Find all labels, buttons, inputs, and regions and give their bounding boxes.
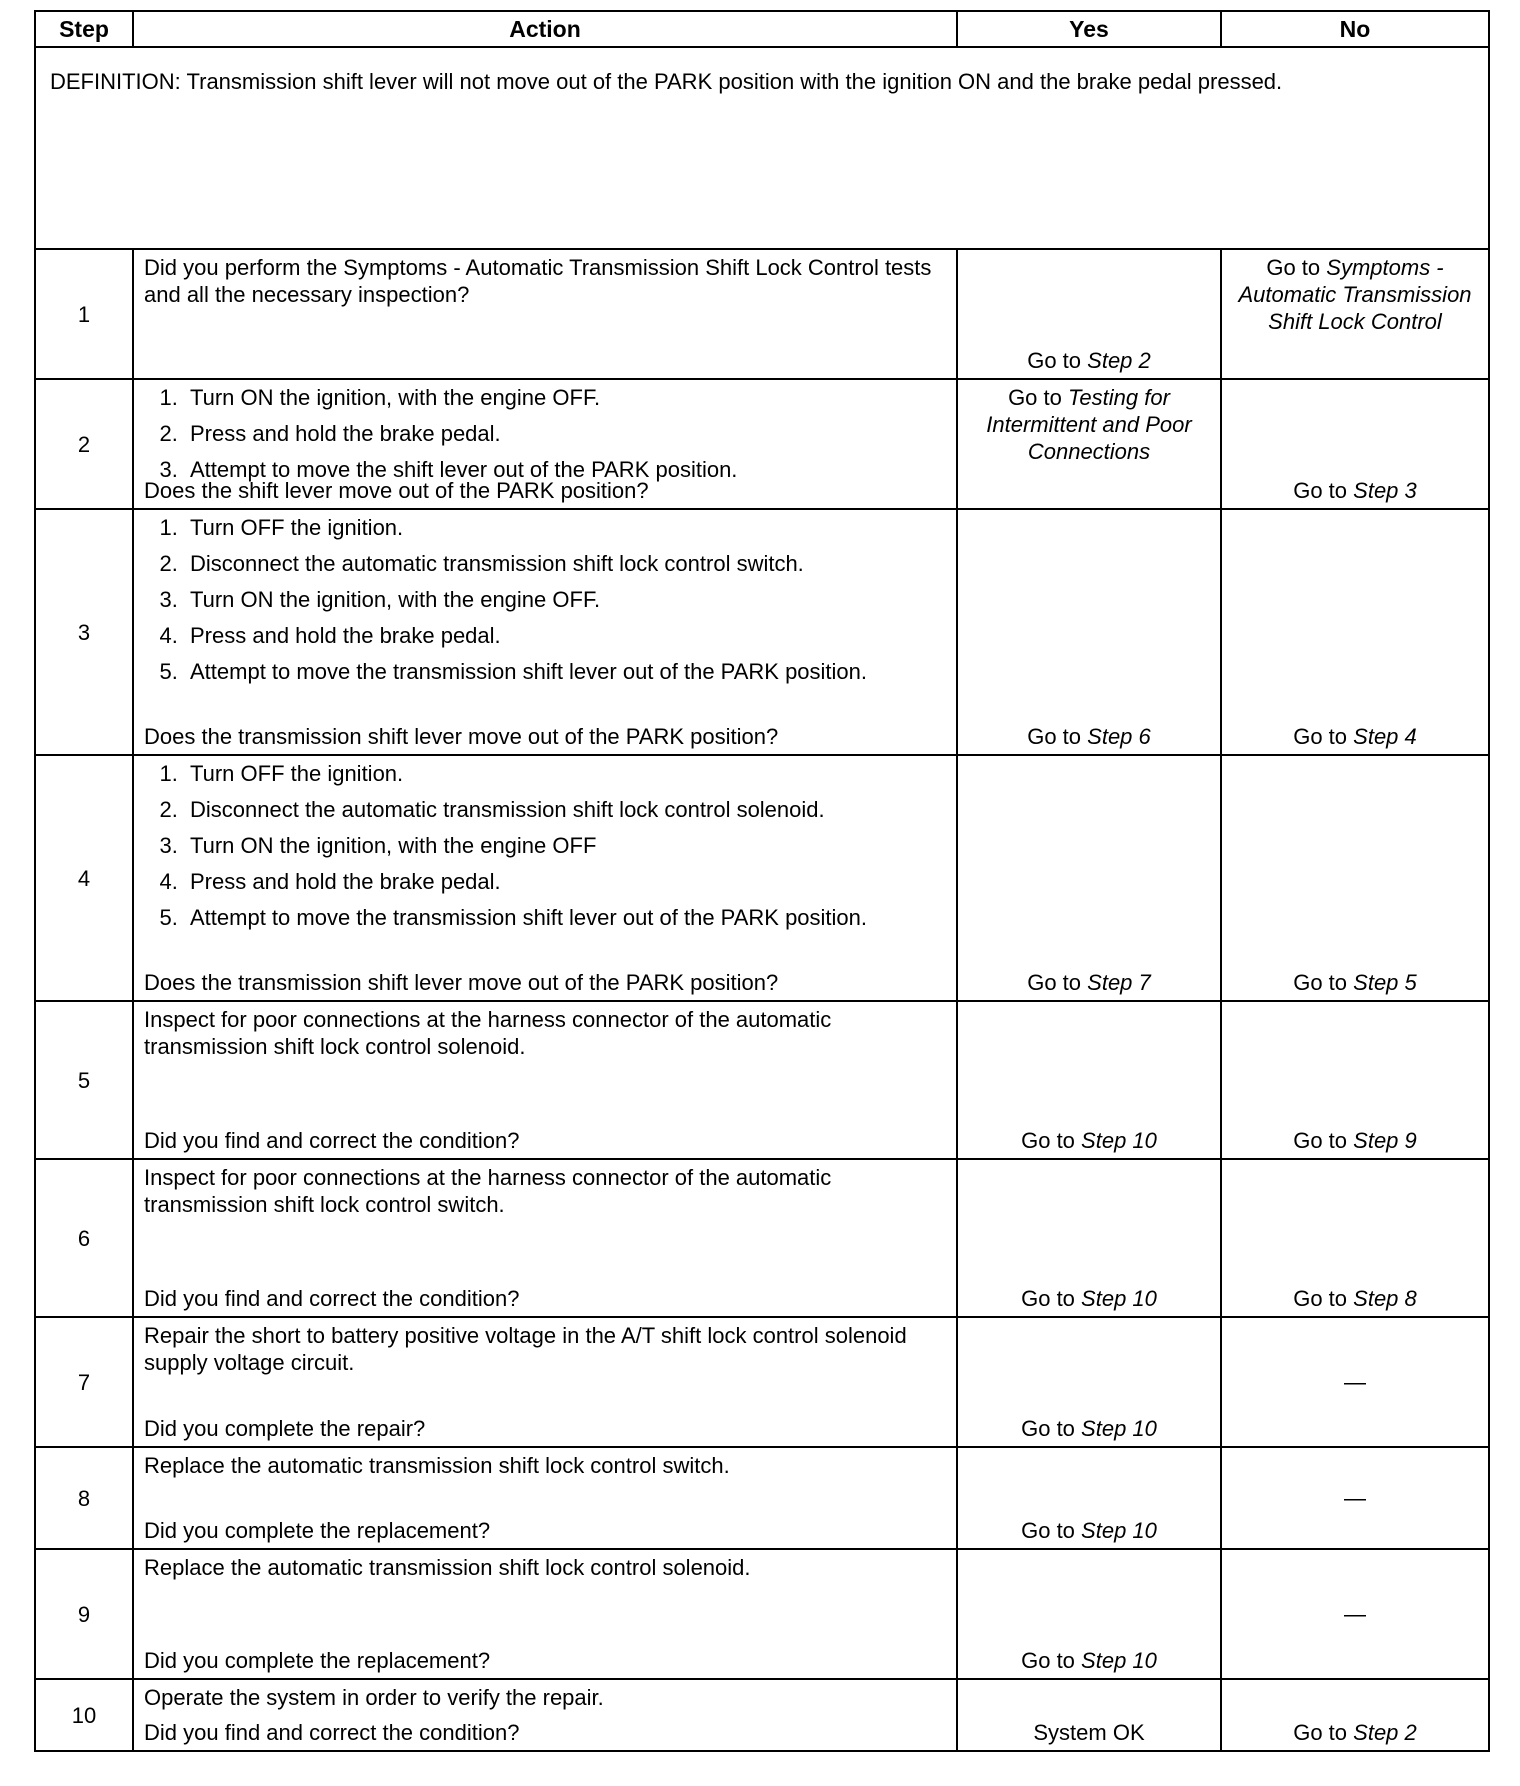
definition-text: DEFINITION: Transmission shift lever will not move out of the PARK position with the ignition ON and the brake pedal pressed. — [35, 47, 1489, 249]
yes-link[interactable]: Step 10 — [1081, 1286, 1157, 1311]
yes-link[interactable]: Step 2 — [1087, 348, 1151, 373]
table-row — [35, 1447, 1489, 1549]
table-row — [35, 1679, 1489, 1751]
no-link[interactable]: Step 4 — [1353, 724, 1417, 749]
yes-cell — [957, 509, 1221, 755]
action-list — [144, 384, 946, 483]
no-cell — [1221, 1159, 1489, 1317]
action-item: 2. Disconnect the automatic transmission shift lock control switch. — [184, 550, 946, 577]
step-number: 4 — [35, 755, 133, 1001]
action-cell — [133, 1001, 957, 1159]
action-text: Replace the automatic transmission shift lock control solenoid. — [144, 1555, 751, 1580]
action-item: 3. Attempt to move the shift lever out of the PARK position. — [184, 456, 946, 483]
yes-result: Go to Step 10 — [1021, 1416, 1157, 1441]
action-item: 3. Turn ON the ignition, with the engine OFF — [184, 832, 946, 859]
table-row — [35, 1001, 1489, 1159]
yes-cell — [957, 1447, 1221, 1549]
no-result: — — [1344, 1485, 1366, 1511]
action-question: Did you complete the repair? — [144, 1416, 426, 1441]
action-question: Did you find and correct the condition? — [144, 1720, 520, 1745]
action-item: 4. Press and hold the brake pedal. — [184, 868, 946, 895]
yes-result: Go to Step 10 — [1021, 1518, 1157, 1543]
table-row — [35, 379, 1489, 509]
no-cell — [1221, 379, 1489, 509]
no-link[interactable]: Step 8 — [1353, 1286, 1417, 1311]
action-cell — [133, 1679, 957, 1751]
action-cell — [133, 379, 957, 509]
yes-link[interactable]: Step 7 — [1087, 970, 1151, 995]
yes-result: Go to Step 10 — [1021, 1128, 1157, 1153]
no-result: Go to Step 3 — [1293, 478, 1417, 503]
no-cell — [1221, 249, 1489, 379]
step-number: 8 — [35, 1447, 133, 1549]
yes-link[interactable]: Testing for Intermittent and Poor Connections — [986, 385, 1192, 464]
yes-cell — [957, 379, 1221, 509]
step-number: 6 — [35, 1159, 133, 1317]
no-result: Go to Step 9 — [1293, 1128, 1417, 1153]
header-action: Action — [133, 11, 957, 47]
action-item: 5. Attempt to move the transmission shift lever out of the PARK position. — [184, 904, 946, 931]
action-text: Repair the short to battery positive voltage in the A/T shift lock control solenoid supply voltage circuit. — [144, 1323, 907, 1375]
no-result: Go to Symptoms - Automatic Transmission Shift Lock Control — [1238, 255, 1472, 334]
table-row — [35, 1549, 1489, 1679]
step-number: 5 — [35, 1001, 133, 1159]
no-link[interactable]: Step 3 — [1353, 478, 1417, 503]
no-result: — — [1344, 1369, 1366, 1395]
yes-result: Go to Step 6 — [1027, 724, 1151, 749]
step-number: 2 — [35, 379, 133, 509]
action-text: Operate the system in order to verify the repair. — [144, 1685, 604, 1710]
yes-cell — [957, 1679, 1221, 1751]
action-item: 1. Turn OFF the ignition. — [184, 760, 946, 787]
action-item: 2. Disconnect the automatic transmission shift lock control solenoid. — [184, 796, 946, 823]
yes-result: Go to Testing for Intermittent and Poor Connections — [986, 385, 1192, 464]
no-cell — [1221, 1447, 1489, 1549]
yes-cell — [957, 1001, 1221, 1159]
action-question: Does the transmission shift lever move out of the PARK position? — [144, 724, 779, 749]
definition-row — [35, 47, 1489, 249]
yes-link[interactable]: Step 10 — [1081, 1128, 1157, 1153]
step-number: 1 — [35, 249, 133, 379]
no-result: Go to Step 5 — [1293, 970, 1417, 995]
step-number: 10 — [35, 1679, 133, 1751]
no-link[interactable]: Step 2 — [1353, 1720, 1417, 1745]
table-row — [35, 249, 1489, 379]
action-cell — [133, 1317, 957, 1447]
yes-cell — [957, 1317, 1221, 1447]
yes-link[interactable]: Step 10 — [1081, 1518, 1157, 1543]
no-link[interactable]: Symptoms - Automatic Transmission Shift Lock Control — [1238, 255, 1472, 334]
no-cell — [1221, 1317, 1489, 1447]
action-item: 1. Turn OFF the ignition. — [184, 514, 946, 541]
action-list — [144, 760, 946, 931]
action-question: Does the shift lever move out of the PARK position? — [144, 478, 649, 503]
header-yes: Yes — [957, 11, 1221, 47]
no-cell — [1221, 755, 1489, 1001]
yes-result: Go to Step 10 — [1021, 1648, 1157, 1673]
no-link[interactable]: Step 5 — [1353, 970, 1417, 995]
action-question: Does the transmission shift lever move out of the PARK position? — [144, 970, 779, 995]
action-text: Replace the automatic transmission shift lock control switch. — [144, 1453, 730, 1478]
action-text: Inspect for poor connections at the harness connector of the automatic transmission shift lock control solenoid. — [144, 1007, 832, 1059]
yes-result: Go to Step 10 — [1021, 1286, 1157, 1311]
action-item: 1. Turn ON the ignition, with the engine OFF. — [184, 384, 946, 411]
no-result: Go to Step 8 — [1293, 1286, 1417, 1311]
diagnostic-table — [34, 10, 1490, 1752]
yes-cell — [957, 249, 1221, 379]
action-cell — [133, 755, 957, 1001]
no-result: Go to Step 4 — [1293, 724, 1417, 749]
step-number: 3 — [35, 509, 133, 755]
yes-result: Go to Step 7 — [1027, 970, 1151, 995]
yes-cell — [957, 755, 1221, 1001]
action-question: Did you find and correct the condition? — [144, 1128, 520, 1153]
no-result: — — [1344, 1601, 1366, 1627]
yes-link[interactable]: Step 10 — [1081, 1416, 1157, 1441]
no-cell — [1221, 1001, 1489, 1159]
yes-link[interactable]: Step 6 — [1087, 724, 1151, 749]
action-item: 5. Attempt to move the transmission shift lever out of the PARK position. — [184, 658, 946, 685]
action-item: 4. Press and hold the brake pedal. — [184, 622, 946, 649]
action-cell — [133, 1549, 957, 1679]
header-row — [35, 11, 1489, 47]
no-result: Go to Step 2 — [1293, 1720, 1417, 1745]
yes-cell — [957, 1549, 1221, 1679]
yes-result: Go to Step 2 — [1027, 348, 1151, 373]
step-number: 7 — [35, 1317, 133, 1447]
no-cell — [1221, 1549, 1489, 1679]
table-row — [35, 1317, 1489, 1447]
action-item: 2. Press and hold the brake pedal. — [184, 420, 946, 447]
header-step: Step — [35, 11, 133, 47]
no-cell — [1221, 1679, 1489, 1751]
yes-result: System OK — [1033, 1720, 1145, 1745]
action-text: Inspect for poor connections at the harness connector of the automatic transmission shift lock control switch. — [144, 1165, 832, 1217]
table-row — [35, 509, 1489, 755]
action-cell — [133, 249, 957, 379]
action-cell — [133, 509, 957, 755]
no-cell — [1221, 509, 1489, 755]
header-no: No — [1221, 11, 1489, 47]
action-item: 3. Turn ON the ignition, with the engine OFF. — [184, 586, 946, 613]
action-question: Did you complete the replacement? — [144, 1518, 491, 1543]
yes-link[interactable]: Step 10 — [1081, 1648, 1157, 1673]
yes-cell — [957, 1159, 1221, 1317]
action-text: Did you perform the Symptoms - Automatic Transmission Shift Lock Control tests and all the necessary inspection? — [144, 255, 932, 307]
action-cell — [133, 1447, 957, 1549]
no-link[interactable]: Step 9 — [1353, 1128, 1417, 1153]
action-question: Did you find and correct the condition? — [144, 1286, 520, 1311]
step-number: 9 — [35, 1549, 133, 1679]
action-list — [144, 514, 946, 685]
table-row — [35, 1159, 1489, 1317]
table-row — [35, 755, 1489, 1001]
action-question: Did you complete the replacement? — [144, 1648, 491, 1673]
action-cell — [133, 1159, 957, 1317]
